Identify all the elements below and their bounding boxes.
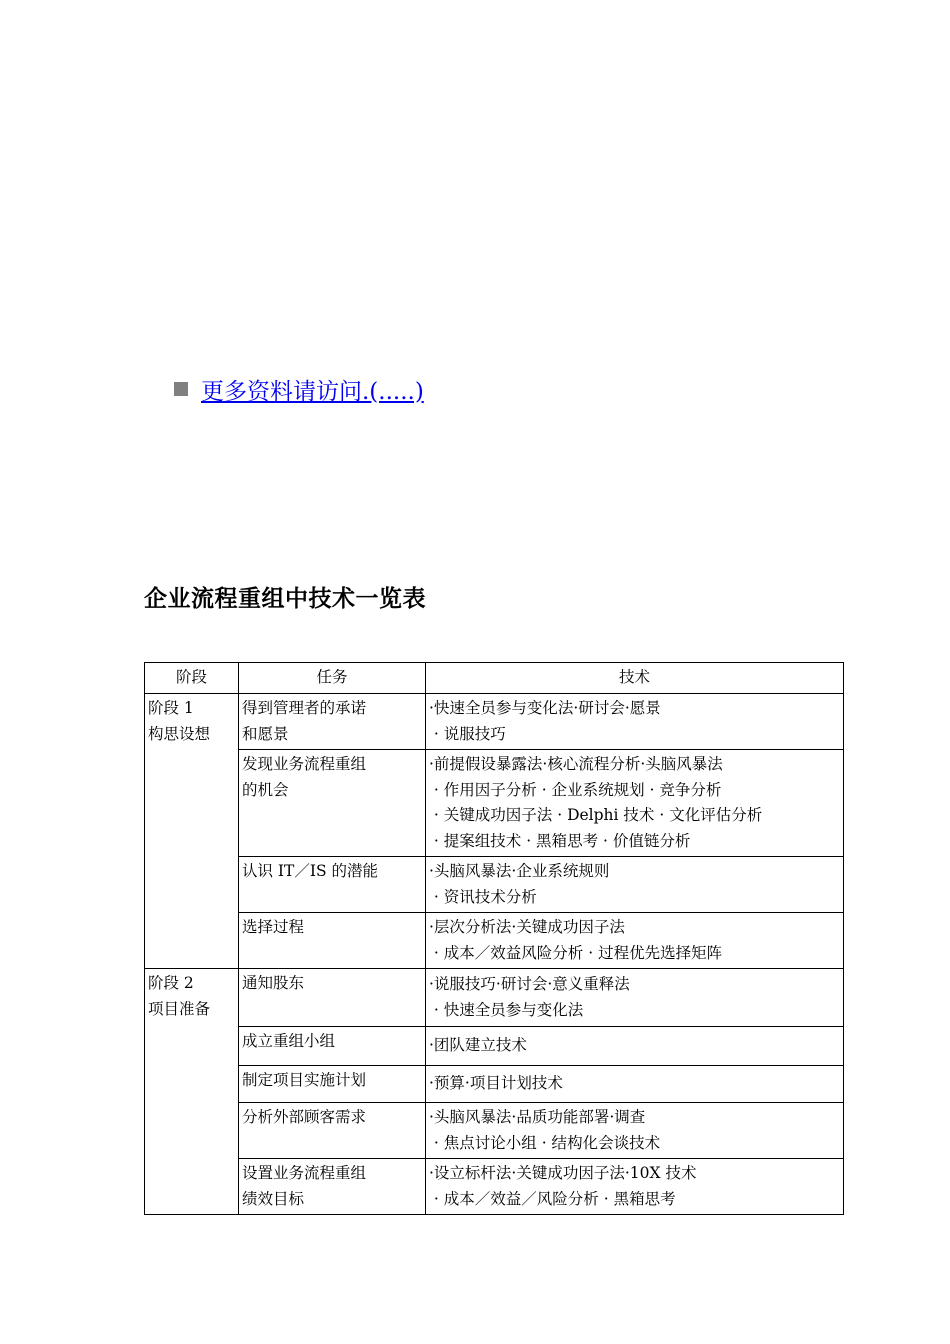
- technique-cell: ·头脑风暴法·企业系统规则 · 资讯技术分析: [426, 857, 844, 913]
- technique-cell: ·头脑风暴法·品质功能部署·调查 · 焦点讨论小组 · 结构化会谈技术: [426, 1103, 844, 1159]
- task-cell: 分析外部顾客需求: [239, 1103, 426, 1159]
- technique-cell: ·说服技巧·研讨会·意义重释法 · 快速全员参与变化法: [426, 969, 844, 1027]
- more-info-link[interactable]: 更多资料请访问.(.....): [201, 378, 424, 405]
- page-title: 企业流程重组中技术一览表: [144, 586, 426, 612]
- table-row: [145, 913, 844, 969]
- header-technique: 技术: [426, 663, 844, 694]
- table-row: [145, 694, 844, 750]
- task-cell: 设置业务流程重组 绩效目标: [239, 1159, 426, 1215]
- square-bullet-icon: [174, 382, 188, 396]
- task-cell: 制定项目实施计划: [239, 1066, 426, 1103]
- techniques-table: [144, 662, 844, 1215]
- task-cell: 发现业务流程重组 的机会: [239, 750, 426, 857]
- technique-cell: ·预算·项目计划技术: [426, 1066, 844, 1103]
- more-info-line: [174, 372, 424, 406]
- technique-cell: ·层次分析法·关键成功因子法 · 成本／效益风险分析 · 过程优先选择矩阵: [426, 913, 844, 969]
- header-stage: 阶段: [145, 663, 239, 694]
- technique-cell: ·快速全员参与变化法·研讨会·愿景 · 说服技巧: [426, 694, 844, 750]
- stage-cell: 阶段 1 构思设想: [145, 694, 239, 969]
- table-row: [145, 1066, 844, 1103]
- technique-cell: ·团队建立技术: [426, 1027, 844, 1066]
- table-row: [145, 1103, 844, 1159]
- task-cell: 认识 IT／IS 的潜能: [239, 857, 426, 913]
- table-row: [145, 1159, 844, 1215]
- header-task: 任务: [239, 663, 426, 694]
- table-row: [145, 750, 844, 857]
- technique-cell: ·设立标杆法·关键成功因子法·10X 技术 · 成本／效益／风险分析 · 黑箱思考: [426, 1159, 844, 1215]
- task-cell: 选择过程: [239, 913, 426, 969]
- task-cell: 成立重组小组: [239, 1027, 426, 1066]
- table-row: [145, 1027, 844, 1066]
- stage-cell: 阶段 2 项目准备: [145, 969, 239, 1215]
- table-header-row: [145, 663, 844, 694]
- technique-cell: ·前提假设暴露法·核心流程分析·头脑风暴法 · 作用因子分析 · 企业系统规划 · 竞争分析 · 关键成功因子法 · Delphi 技术 · 文化评估分析 · 提案组技术 · 黑箱思考 · 价值链分析: [426, 750, 844, 857]
- table-row: [145, 857, 844, 913]
- table-row: [145, 969, 844, 1027]
- task-cell: 通知股东: [239, 969, 426, 1027]
- task-cell: 得到管理者的承诺 和愿景: [239, 694, 426, 750]
